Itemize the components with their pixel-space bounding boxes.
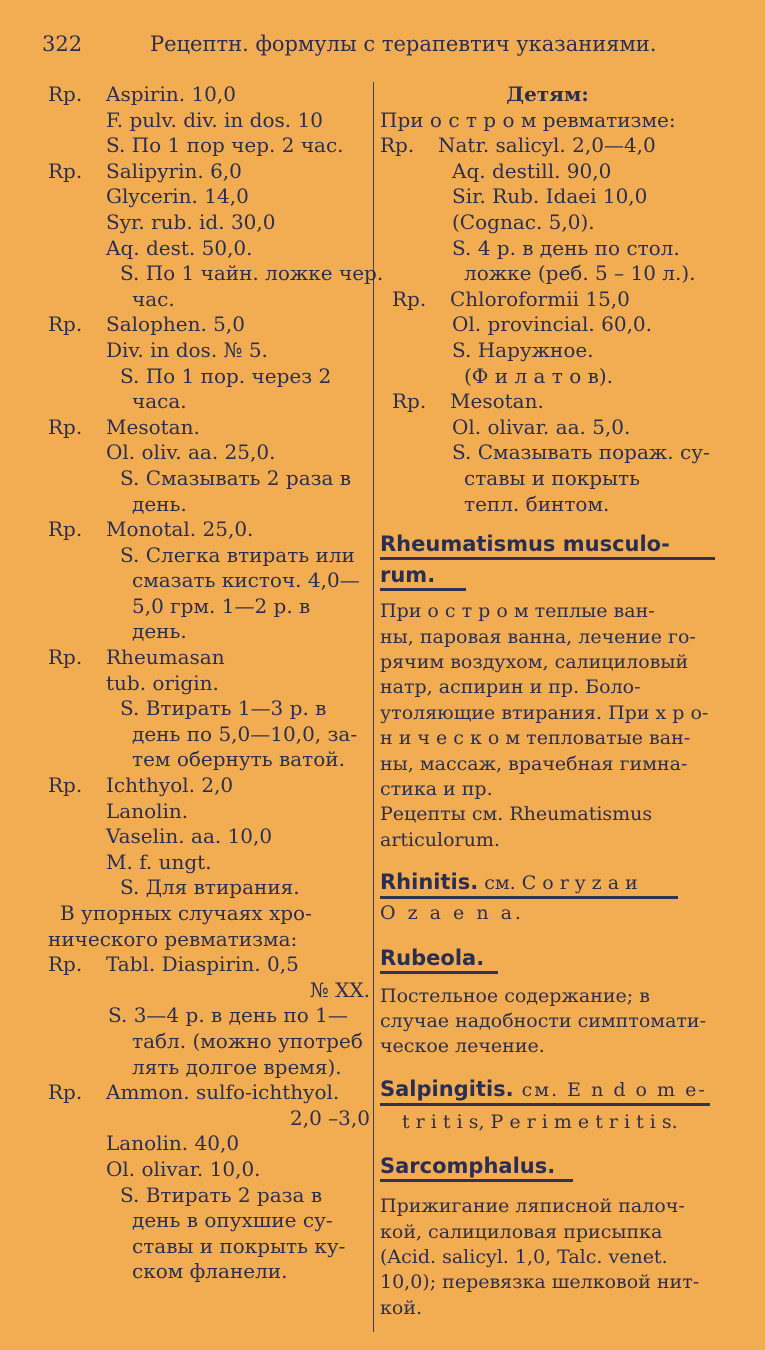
line-text: день. [132,619,187,644]
salpingitis-ref: см. E n d o m e- [513,1078,707,1101]
prescription-line [48,236,370,262]
line-text: ском фланели. [132,1259,288,1284]
prescription-line [48,133,370,159]
line-text: Ichthyol. 2,0 [106,773,234,798]
text-line: кой, салициловая присыпка [380,1220,663,1243]
line-text: Mesotan. [450,389,544,414]
rhinitis-ref: см. C o r y z a и [478,872,638,895]
text-line: утоляющие втирания. При х р о- [380,701,709,724]
line-text: смазать кисточ. 4,0— [132,568,360,593]
rp-mark: Rp. [48,517,83,542]
line-text: Lanolin. 40,0 [106,1131,240,1156]
prescription-line [380,466,715,492]
prescription-line [48,1208,370,1234]
text-line: 10,0); перевязка шелковой нит- [380,1271,700,1294]
text-line: Постельное содержание; в [380,984,650,1007]
prescription-line [380,261,715,287]
prescription-line [48,747,370,773]
line-text: Ol. olivar. 10,0. [106,1156,261,1181]
rp-mark: Rp. [392,286,427,311]
text-line: При о с т р о м теплые ван- [380,600,655,623]
prescription-line [48,338,370,364]
line-text: Ol. provincial. 60,0. [452,312,653,337]
prescription-line [380,389,715,415]
rp-mark: Rp. [48,414,83,439]
prescription-line [48,517,370,543]
rp-mark: Rp. [48,773,83,798]
salpingitis-term: Salpingitis. [380,1076,514,1101]
rp-mark: Rp. [48,82,83,106]
line-text: табл. (можно употреб [132,1028,363,1053]
prescription-line [48,364,370,390]
prescription-line [48,1234,370,1260]
line-text: Salipyrin. 6,0 [106,158,242,183]
prescription-line [48,1003,370,1029]
text-line: Прижигание ляписной палоч- [380,1195,685,1218]
prescription-line [48,619,370,645]
prescription-line [48,1106,370,1132]
line-text: (Ф и л а т о в). [464,363,614,388]
prescription-line [48,415,370,441]
prescription-line [380,492,715,518]
line-text: Vaselin. aa. 10,0 [106,824,273,849]
line-text: Sir. Rub. Idaei 10,0 [452,184,648,209]
line-text: Tabl. Diaspirin. 0,5 [106,952,299,977]
line-text: Aq. destill. 90,0 [452,158,612,183]
rhinitis-term: Rhinitis. [380,870,479,895]
children-title: Детям: [506,82,589,106]
line-text: S. По 1 пор. через 2 [120,363,332,388]
heading-sarcomphalus: Sarcomphalus. [380,1154,556,1179]
prescription-line [380,364,715,390]
text-line: ны, массаж, врачебная гимна- [380,752,688,775]
prescription-line [48,492,370,518]
line-text: день. [132,491,187,516]
line-text: S. Для втирания. [120,875,300,900]
prescription-line [48,952,370,978]
prescription-line [380,338,715,364]
prescription-line [48,824,370,850]
line-text: Ol. olivar. aa. 5,0. [452,414,631,439]
rp-mark: Rp. [48,1080,83,1105]
line-text: лять долгое время). [132,1054,342,1079]
line-text: Ol. oliv. aa. 25,0. [106,440,276,465]
text-line: Рецепты см. Rheumatismus [380,803,653,826]
line-text: 5,0 грм. 1—2 р. в [132,593,311,618]
prescription-line [48,1055,370,1081]
line-text: Monotal. 25,0. [106,517,254,542]
prescription-line [380,184,715,210]
prescription-line [380,236,715,262]
prescription-line [48,210,370,236]
line-text: нического ревматизма: [48,926,298,951]
line-text: (Cognac. 5,0). [452,209,595,234]
rheumatismus-text [380,599,715,853]
prescription-line [48,799,370,825]
prescription-line [48,1080,370,1106]
prescription-line [48,1131,370,1157]
prescription-line [48,389,370,415]
text-line: кой. [380,1296,423,1319]
line-text: Glycerin. 14,0 [106,184,249,209]
rp-mark: Rp. [48,158,83,183]
line-text: При о с т р о м ревматизме: [380,107,676,132]
prescription-line [48,440,370,466]
heading-rheumatismus-musculorum-cont: rum. [380,563,436,588]
prescription-line [380,312,715,338]
rhinitis-ref-cont: O z a e n a. [380,902,524,925]
prescription-line [48,108,370,134]
left-column [48,82,384,1285]
prescription-line [380,108,715,134]
prescription-line [48,543,370,569]
line-text: Div. in dos. № 5. [106,337,268,362]
text-line: рячим воздухом, салициловый [380,650,689,673]
rp-mark: Rp. [48,312,83,337]
prescription-line [48,1029,370,1055]
line-text: Syr. rub. id. 30,0 [106,209,276,234]
prescription-line [48,1183,370,1209]
line-text: Ammon. sulfo-ichthyol. [106,1080,340,1105]
line-text: В упорных случаях хро- [60,901,312,925]
heading-rule [380,896,678,899]
line-text: Salophen. 5,0 [106,312,245,337]
children-prescriptions [380,108,715,518]
line-text: S. Наружное. [452,337,594,362]
prescription-line [48,696,370,722]
line-text: tub. origin. [106,670,219,695]
heading-salpingitis [380,1076,715,1103]
prescription-line [48,722,370,748]
prescription-line [48,82,370,108]
rp-mark: Rp. [48,645,83,670]
line-text: тем обернуть ватой. [132,747,345,772]
line-text: час. [132,286,175,311]
prescription-line [48,568,370,594]
sarcomphalus-text [380,1194,715,1321]
page-number: 322 [42,32,83,56]
line-text: Aq. dest. 50,0. [106,235,253,260]
prescription-line [48,466,370,492]
text-line: articulorum. [380,828,500,851]
prescription-line [48,312,370,338]
prescription-line [380,133,715,159]
prescription-line [380,210,715,236]
line-text: Aspirin. 10,0 [106,82,236,106]
heading-rhinitis [380,869,715,896]
line-text: S. По 1 пор чер. 2 час. [106,133,344,158]
prescription-line [48,773,370,799]
prescription-line [48,159,370,185]
line-text: Rheumasan [106,645,225,670]
line-text: Chloroformii 15,0 [450,286,630,311]
salpingitis-ref-cont: t r i t i s, P e r i m e t r i t i s. [402,1110,678,1133]
heading-rubeola: Rubeola. [380,945,485,970]
line-text: S. Втирать 2 раза в [120,1182,323,1207]
prescription-line [48,645,370,671]
prescription-line [48,671,370,697]
prescription-line [380,415,715,441]
line-text: № XX. [309,977,370,1002]
line-text: F. pulv. div. in dos. 10 [106,107,323,132]
line-text: ложке (реб. 5 – 10 л.). [464,261,696,286]
line-text: Natr. salicyl. 2,0—4,0 [438,133,656,158]
line-text: S. По 1 чайн. ложке чер. [120,261,384,286]
prescription-line [48,261,384,287]
prescription-line [48,978,370,1004]
text-line: стика и пр. [380,777,493,800]
running-title: Рецептн. формулы с терапевтич указаниями. [150,32,657,56]
line-text: ставы и покрыть ку- [132,1233,346,1258]
line-text: ставы и покрыть [464,465,640,490]
text-line: случае надобности симптомати- [380,1009,706,1032]
line-text: S. Смазывать 2 раза в [120,465,352,490]
heading-rule [380,557,715,560]
prescription-line [380,159,715,185]
text-line: натр, аспирин и пр. Боло- [380,676,641,699]
line-text: тепл. бинтом. [464,491,610,516]
prescription-line [48,875,370,901]
prescription-line [48,850,370,876]
line-text: S. 4 р. в день по стол. [452,235,680,260]
right-column [380,82,715,1321]
rp-mark: Rp. [380,133,415,158]
text-line: н и ч е с к о м тепловатые ван- [380,727,691,750]
prescription-line [48,594,370,620]
line-text: S. Слегка втирать или [120,542,355,567]
rubeola-text [380,984,715,1060]
text-line: (Acid. salicyl. 1,0, Talc. venet. [380,1246,668,1268]
page-header [42,32,742,56]
heading-rule [380,1103,710,1106]
prescription-line [48,1157,370,1183]
rp-mark: Rp. [392,389,427,414]
rp-mark: Rp. [48,952,83,977]
text-line: ны, паровая ванна, лечение го- [380,625,696,648]
prescription-line [380,440,715,466]
prescription-line [48,287,370,313]
prescription-line [48,927,370,953]
line-text: день по 5,0—10,0, за- [132,721,358,746]
line-text: Mesotan. [106,414,200,439]
prescription-line [48,1259,370,1285]
text-line: ческое лечение. [380,1035,545,1058]
line-text: S. Смазывать пораж. су- [452,440,710,465]
line-text: 2,0 –3,0 [290,1105,370,1130]
prescription-line [48,901,370,927]
line-text: M. f. ungt. [106,849,212,874]
line-text: Lanolin. [106,798,189,823]
line-text: день в опухшие су- [132,1208,333,1233]
line-text: часа. [132,389,187,414]
prescription-line [380,287,715,313]
line-text: S. Втирать 1—3 р. в [120,696,327,721]
line-text: S. 3—4 р. в день по 1— [108,1003,348,1028]
prescription-line [48,184,370,210]
heading-rheumatismus-musculorum: Rheumatismus musculo- [380,532,670,557]
